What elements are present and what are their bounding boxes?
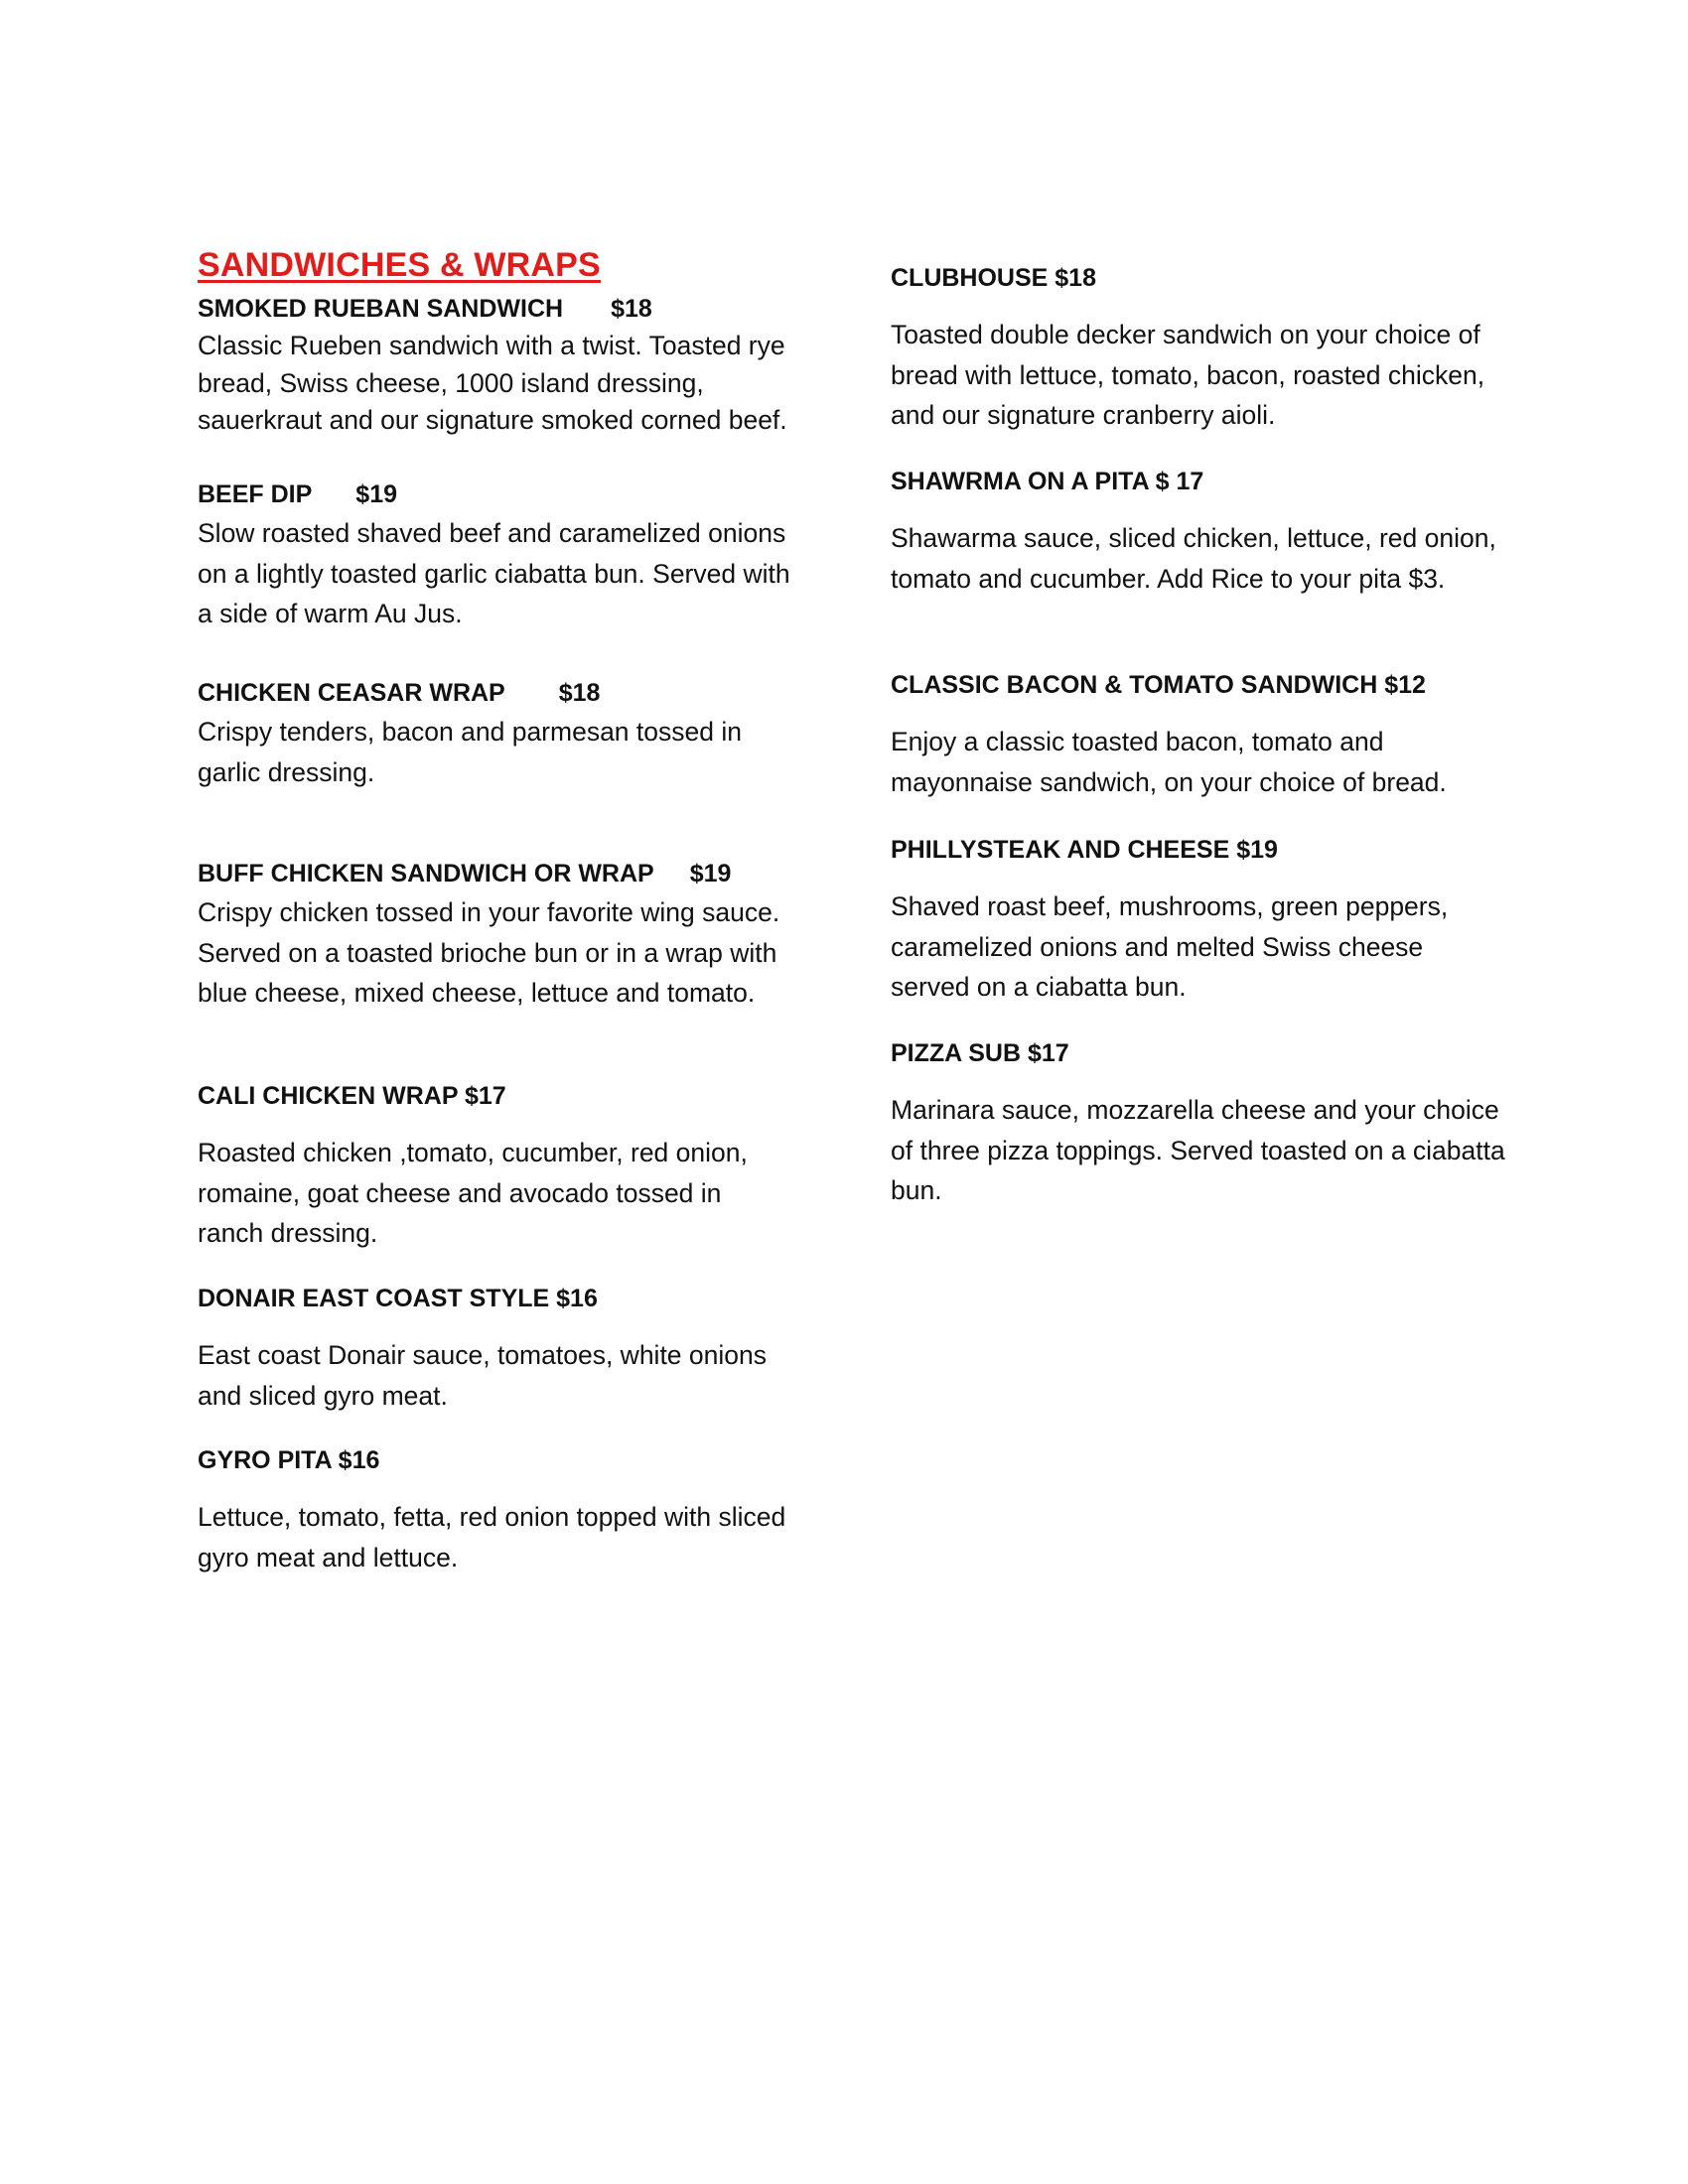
menu-item-heading <box>198 856 793 892</box>
menu-item-description: Toasted double decker sandwich on your choice of bread with lettuce, tomato, bacon, roasted chicken, and our signature cranberry aioli. <box>891 320 1485 430</box>
menu-item-donair <box>198 1281 793 1416</box>
menu-item-price: $18 <box>558 679 601 707</box>
menu-item-beef-dip <box>198 477 793 634</box>
menu-item-heading: SHAWRMA ON A PITA $ 17 <box>891 468 1204 495</box>
menu-item-description: Shawarma sauce, sliced chicken, lettuce, red onion, tomato and cucumber. Add Rice to your pita $3. <box>891 523 1496 594</box>
menu-item-price: $19 <box>689 860 732 887</box>
menu-item-description: Classic Rueben sandwich with a twist. Toasted rye bread, Swiss cheese, 1000 island dressing, sauerkraut and our signature smoked corned beef. <box>198 331 787 435</box>
menu-item-pizza-sub <box>891 1035 1506 1211</box>
menu-item-description: Marinara sauce, mozzarella cheese and your choice of three pizza toppings. Served toasted on a ciabatta bun. <box>891 1095 1505 1205</box>
menu-item-description: Crispy chicken tossed in your favorite wing sauce. Served on a toasted brioche bun or in a wrap with blue cheese, mixed cheese, lettuce and tomato. <box>198 897 780 1008</box>
menu-item-heading: CLUBHOUSE $18 <box>891 264 1096 292</box>
menu-item-description: Enjoy a classic toasted bacon, tomato and mayonnaise sandwich, on your choice of bread. <box>891 727 1447 797</box>
menu-item-clubhouse <box>891 260 1506 436</box>
menu-item-heading <box>198 291 793 328</box>
menu-item-heading <box>198 477 793 513</box>
menu-item-description: East coast Donair sauce, tomatoes, white onions and sliced gyro meat. <box>198 1340 767 1411</box>
menu-item-name: BUFF CHICKEN SANDWICH OR WRAP <box>198 860 654 887</box>
menu-item-heading: CALI CHICKEN WRAP $17 <box>198 1082 506 1110</box>
menu-item-heading: PIZZA SUB $17 <box>891 1039 1069 1067</box>
section-title: SANDWICHES & WRAPS <box>198 246 601 284</box>
menu-item-name: BEEF DIP <box>198 480 313 508</box>
menu-item-name: CHICKEN CEASAR WRAP <box>198 679 505 707</box>
menu-item-chicken-ceasar-wrap <box>198 675 793 792</box>
menu-item-buff-chicken <box>198 856 793 1014</box>
menu-item-name: SMOKED RUEBAN SANDWICH <box>198 295 564 323</box>
menu-item-cali-chicken-wrap <box>198 1078 793 1254</box>
menu-item-gyro-pita <box>198 1442 793 1577</box>
menu-item-heading: GYRO PITA $16 <box>198 1446 380 1474</box>
menu-item-shawarma <box>891 464 1506 599</box>
menu-item-heading: PHILLYSTEAK AND CHEESE $19 <box>891 836 1278 864</box>
menu-item-description: Roasted chicken ,tomato, cucumber, red onion, romaine, goat cheese and avocado tossed in ranch dressing. <box>198 1138 748 1248</box>
menu-item-classic-bacon-tomato <box>891 667 1506 802</box>
menu-item-description: Slow roasted shaved beef and caramelized onions on a lightly toasted garlic ciabatta bun. Served with a side of warm Au Jus. <box>198 518 790 628</box>
menu-item-heading: DONAIR EAST COAST STYLE $16 <box>198 1285 598 1312</box>
menu-item-description: Lettuce, tomato, fetta, red onion topped with sliced gyro meat and lettuce. <box>198 1502 786 1572</box>
menu-item-phillysteak <box>891 832 1506 1008</box>
menu-item-heading: CLASSIC BACON & TOMATO SANDWICH $12 <box>891 671 1426 699</box>
menu-item-description: Shaved roast beef, mushrooms, green peppers, caramelized onions and melted Swiss cheese served on a ciabatta bun. <box>891 891 1449 1002</box>
menu-item-heading <box>198 675 793 712</box>
menu-item-price: $18 <box>611 295 652 323</box>
menu-item-description: Crispy tenders, bacon and parmesan tossed in garlic dressing. <box>198 717 742 787</box>
menu-item-smoked-rueban <box>198 291 793 440</box>
menu-item-price: $19 <box>355 480 398 508</box>
